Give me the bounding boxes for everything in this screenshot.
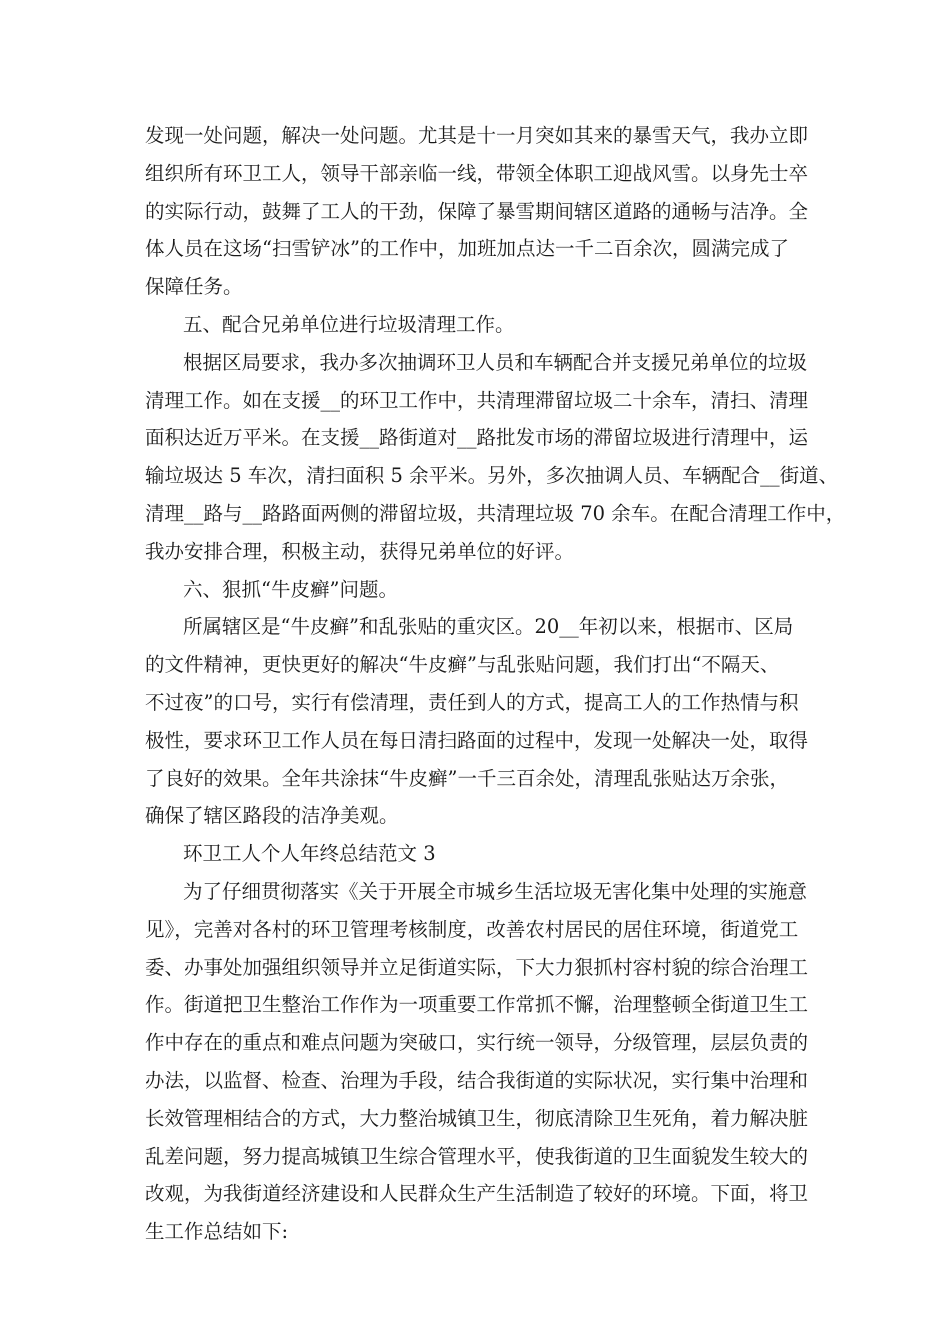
paragraph-first-line: 环卫工人个人年终总结范文 3 [183, 842, 436, 866]
paragraph-line: 的文件精神，更快更好的解决“牛皮癣”与乱张贴问题，我们打出“不隔天、 [145, 653, 780, 677]
paragraph-line: 清理__路与__路路面两侧的滞留垃圾，共清理垃圾 70 余车。在配合清理工作中， [145, 502, 846, 525]
paragraph-line: 体人员在这场“扫雪铲冰”的工作中，加班加点达一千二百余次，圆满完成了 [145, 237, 789, 261]
paragraph-line: 生工作总结如下: [145, 1220, 289, 1244]
paragraph-line: 作中存在的重点和难点问题为突破口，实行统一领导，分级管理，层层负责的 [145, 1031, 809, 1055]
paragraph-line: 的实际行动，鼓舞了工人的干劲，保障了暴雪期间辖区道路的通畅与洁净。全 [145, 199, 809, 223]
paragraph-line: 委、办事处加强组织领导并立足街道实际，下大力狠抓村容村貌的综合治理工 [145, 955, 809, 979]
paragraph-line: 改观，为我街道经济建设和人民群众生产生活制造了较好的环境。下面，将卫 [145, 1182, 809, 1206]
paragraph-line: 我办安排合理，积极主动，获得兄弟单位的好评。 [145, 539, 575, 563]
paragraph-line: 办法，以监督、检查、治理为手段，结合我街道的实际状况，实行集中治理和 [145, 1069, 809, 1092]
paragraph-first-line: 所属辖区是“牛皮癣”和乱张贴的重灾区。20__年初以来，根据市、区局 [183, 615, 794, 639]
paragraph-line: 输垃圾达 5 车次，清扫面积 5 余平米。另外，多次抽调人员、车辆配合__街道、 [145, 464, 839, 488]
paragraph-line: 作。街道把卫生整治工作作为一项重要工作常抓不懈，治理整顿全街道卫生工 [145, 993, 809, 1017]
paragraph-line: 组织所有环卫工人，领导干部亲临一线，带领全体职工迎战风雪。以身先士卒 [145, 161, 809, 185]
paragraph-first-line: 为了仔细贯彻落实《关于开展全市城乡生活垃圾无害化集中处理的实施意 [183, 880, 808, 903]
paragraph-first-line: 根据区局要求，我办多次抽调环卫人员和车辆配合并支援兄弟单位的垃圾 [183, 350, 808, 374]
paragraph-line: 清理工作。如在支援__的环卫工作中，共清理滞留垃圾二十余车，清扫、清理 [145, 388, 809, 412]
paragraph-line: 面积达近万平米。在支援__路街道对__路批发市场的滞留垃圾进行清理中，运 [145, 426, 809, 450]
paragraph-line: 保障任务。 [145, 275, 243, 299]
paragraph-line: 确保了辖区路段的洁净美观。 [145, 804, 399, 828]
paragraph-line: 乱差问题，努力提高城镇卫生综合管理水平，使我街道的卫生面貌发生较大的 [145, 1144, 809, 1168]
paragraph-line: 见》，完善对各村的环卫管理考核制度，改善农村居民的居住环境，街道党工 [145, 917, 799, 941]
paragraph-line: 不过夜”的口号，实行有偿清理，责任到人的方式，提高工人的工作热情与积 [145, 691, 799, 714]
paragraph-first-line: 五、配合兄弟单位进行垃圾清理工作。 [183, 313, 515, 336]
paragraph-line: 了良好的效果。全年共涂抹“牛皮癣”一千三百余处，清理乱张贴达万余张， [145, 766, 789, 790]
paragraph-line: 发现一处问题，解决一处问题。尤其是十一月突如其来的暴雪天气，我办立即 [145, 124, 809, 147]
paragraph-line: 长效管理相结合的方式，大力整治城镇卫生，彻底清除卫生死角，着力解决脏 [145, 1106, 809, 1130]
paragraph-first-line: 六、狠抓“牛皮癣”问题。 [183, 577, 398, 601]
paragraph-line: 极性，要求环卫工作人员在每日清扫路面的过程中，发现一处解决一处，取得 [145, 728, 809, 752]
